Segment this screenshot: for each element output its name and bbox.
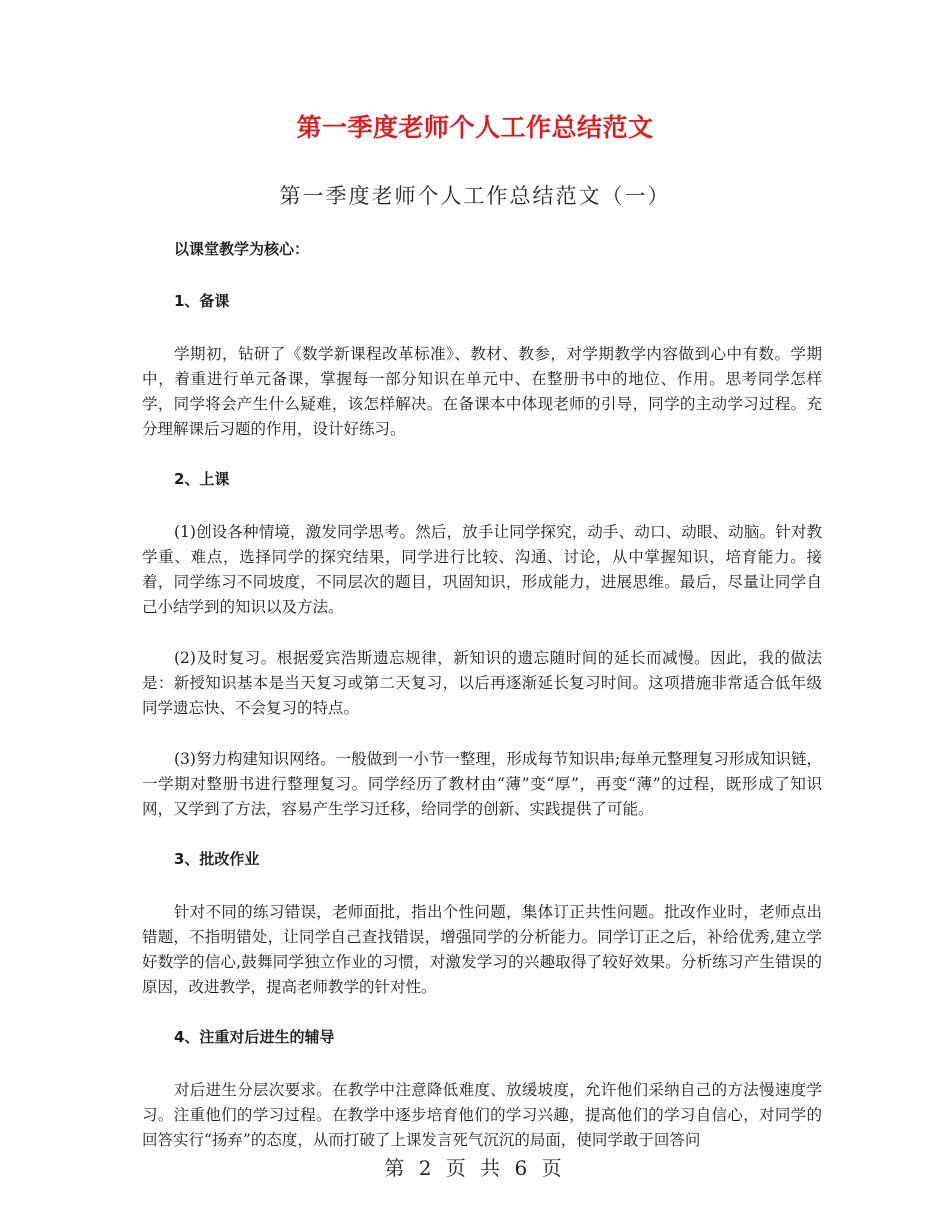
document-subtitle: 第一季度老师个人工作总结范文（一） xyxy=(279,184,671,208)
document-body xyxy=(142,238,822,1153)
section-1-paragraph: 学期初，钻研了《数学新课程改革标准》、教材、教参，对学期教学内容做到心中有数。学期中，着重进行单元备课，掌握每一部分知识在单元中、在整册书中的地位、作用。思考同学怎样学，同学将会产生什么疑难，该怎样解决。在备课本中体现老师的引导，同学的主动学习过程。充分理解课后习题的作用，设计好练习。 xyxy=(142,345,822,438)
core-heading: 以课堂教学为核心： xyxy=(174,240,310,258)
section-3-paragraph: 针对不同的练习错误，老师面批，指出个性问题，集体订正共性问题。批改作业时，老师点出错题，不指明错处，让同学自己查找错误，增强同学的分析能力。同学订正之后，补给优秀,建立学好数学的信心,鼓舞同学独立作业的习惯，对激发学习的兴趣取得了较好效果。分析练习产生错误的原因，改进教学，提高老师教学的针对性。 xyxy=(142,903,822,996)
section-2-paragraph-1: (1)创设各种情境，激发同学思考。然后，放手让同学探究，动手、动口、动眼、动脑。针对教学重、难点，选择同学的探究结果，同学进行比较、沟通、讨论，从中掌握知识，培育能力。接着，同学练习不同坡度，不同层次的题目，巩固知识，形成能力，进展思维。最后，尽量让同学自己小结学到的知识以及方法。 xyxy=(142,523,822,616)
page-number-footer: 第 2 页 共 6 页 xyxy=(384,1156,566,1180)
section-4-paragraph: 对后进生分层次要求。在教学中注意降低难度、放缓坡度，允许他们采纳自己的方法慢速度学习。注重他们的学习过程。在教学中逐步培育他们的学习兴趣，提高他们的学习自信心，对同学的回答实行“扬弃”的态度，从而打破了上课发言死气沉沉的局面，使同学敢于回答问 xyxy=(142,1081,822,1149)
section-2-paragraph-2: (2)及时复习。根据爱宾浩斯遗忘规律，新知识的遗忘随时间的延长而减慢。因此，我的做法是：新授知识基本是当天复习或第二天复习，以后再逐渐延长复习时间。这项措施非常适合低年级同学遗忘快、不会复习的特点。 xyxy=(142,649,822,717)
document-title: 第一季度老师个人工作总结范文 xyxy=(296,113,654,142)
section-2-heading: 2、上课 xyxy=(174,470,230,488)
section-1-heading: 1、备课 xyxy=(174,292,230,310)
section-4-heading: 4、注重对后进生的辅导 xyxy=(174,1028,335,1046)
section-2-paragraph-3: (3)努力构建知识网络。一般做到一小节一整理，形成每节知识串;每单元整理复习形成知识链，一学期对整册书进行整理复习。同学经历了教材由“薄”变“厚”，再变“薄”的过程，既形成了知识网，又学到了方法，容易产生学习迁移，给同学的创新、实践提供了可能。 xyxy=(142,750,822,818)
section-3-heading: 3、批改作业 xyxy=(174,850,260,868)
